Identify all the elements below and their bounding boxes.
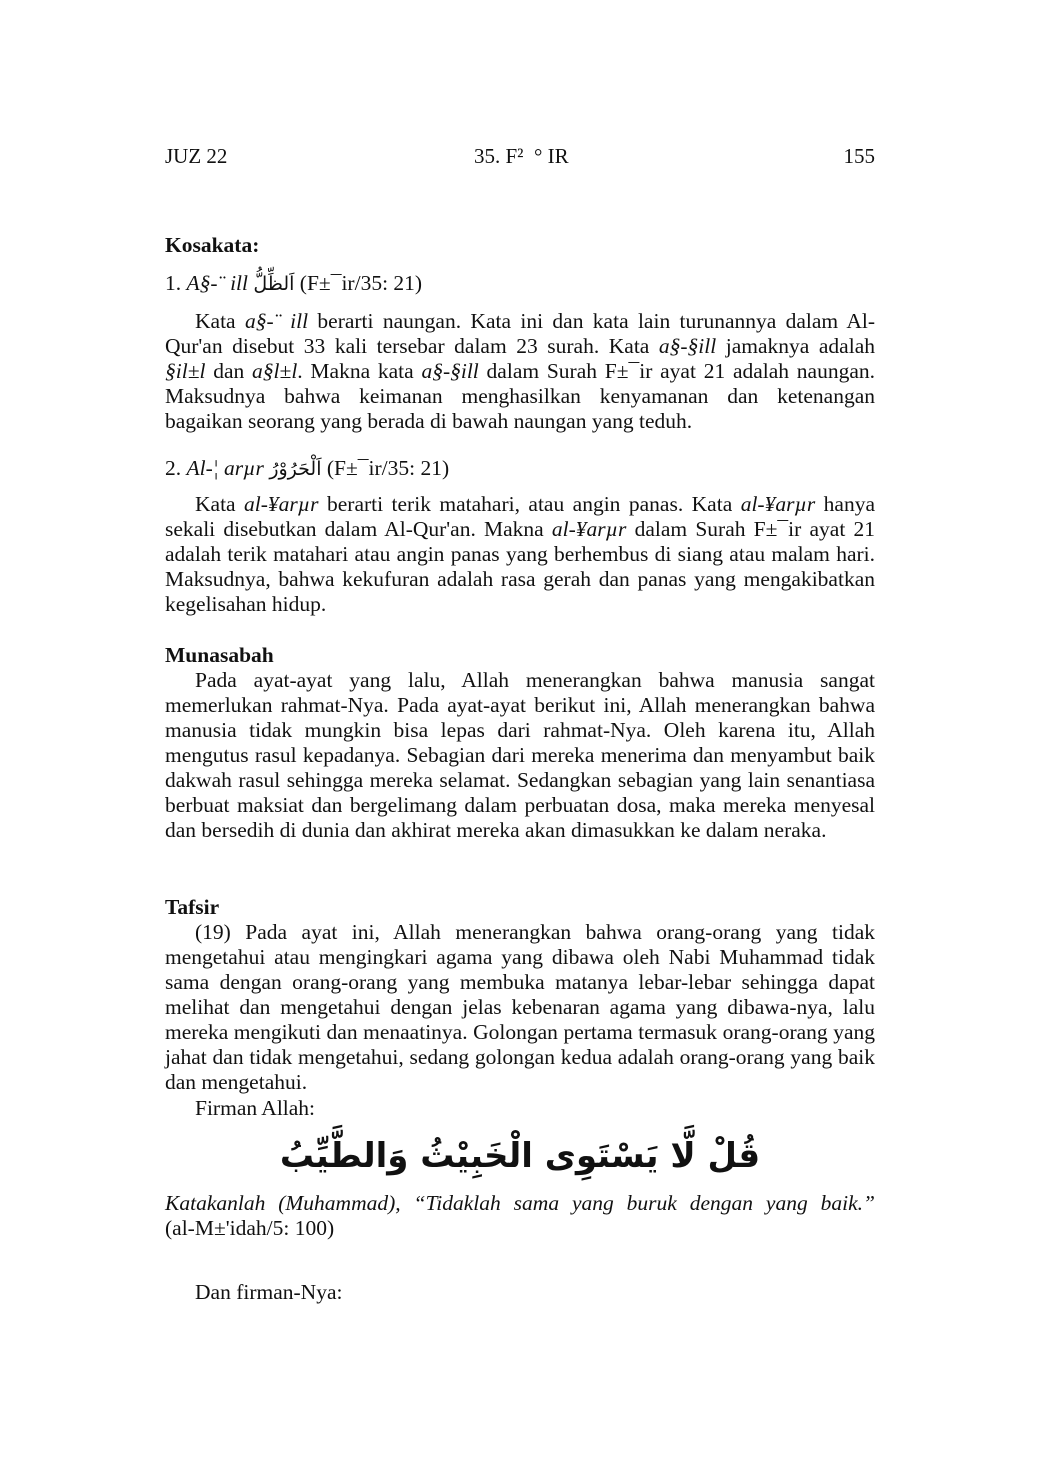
kosakata-heading: Kosakata: — [165, 233, 260, 257]
italic-term: a§l±l — [252, 359, 298, 383]
page-number: 155 — [843, 144, 875, 168]
italic-term: a§-§ill — [658, 334, 717, 358]
translation-text: Katakanlah (Muhammad), “Tidaklah sama yang buruk dengan yang baik.” — [165, 1191, 875, 1215]
verse-translation — [165, 1191, 875, 1241]
italic-term: al-¥arµr — [244, 492, 319, 516]
munasabah-heading: Munasabah — [165, 643, 274, 667]
kosakata-term-2 — [165, 456, 875, 482]
italic-term: a§-¨ ill — [244, 309, 309, 333]
header-juz: JUZ 22 — [165, 144, 228, 168]
italic-term: a§-§ill — [421, 359, 479, 383]
tafsir-heading: Tafsir — [165, 895, 220, 919]
italic-term: al-¥arµr — [551, 517, 627, 541]
term-reference: (F±¯ir/35: 21) — [299, 271, 423, 295]
italic-term: §il±l — [165, 359, 206, 383]
header-surah: 35. F² ° IR — [474, 144, 569, 168]
munasabah-paragraph: Pada ayat-ayat yang lalu, Allah menerangkan bahwa manusia sangat memerlukan rahmat-Nya. Pada ayat-ayat berikut ini, Allah menerangkan bahwa manusia tidak mungkin bisa lepas dari rahmat-Nya. Oleh karena itu, Allah mengutus rasul kepadanya. Sebagian dari mereka menerima dan menyambut baik dakwah rasul sehingga mereka selamat. Sedangkan sebagian yang lain senantiasa berbuat maksiat dan bergelimang dalam perbuatan dosa, maka mereka menyesal dan bersedih di dunia dan akhirat mereka akan dimasukkan ke dalam neraka. — [165, 668, 875, 842]
quran-verse: قُلْ لَّا يَسْتَوِى الْخَبِيْثُ وَالطَّيِّبُ — [279, 1136, 761, 1176]
text-run: dalam Surah F±¯ir ayat 21 adalah terik matahari atau angin panas yang berhembus di siang atau malam hari. Maksudnya, bahwa kekufuran adalah rasa gerah dan panas yang mengakibatkan kegelisahan hidup. — [165, 517, 875, 616]
term-transliteration: Al-¦ arµr — [186, 456, 264, 480]
text-run: Kata — [195, 309, 245, 333]
running-header — [165, 144, 875, 170]
translation-reference: (al-M±'idah/5: 100) — [165, 1216, 335, 1240]
term-number: 2. — [165, 456, 182, 480]
text-run: hanya sekali disebutkan dalam Al-Qur'an. Makna — [165, 492, 875, 541]
text-run: dan — [205, 359, 253, 383]
text-run: Kata — [195, 492, 245, 516]
term-arabic: اَلظِّلُّ — [253, 273, 295, 295]
firman-nya-label: Dan firman-Nya: — [195, 1280, 343, 1304]
term-arabic: اَلْحَرُوْرُ — [269, 458, 322, 480]
text-run: dalam Surah F±¯ir ayat 21 adalah naungan. Maksudnya bahwa keimanan menghasilkan kenyamanan dan ketenangan bagaikan seorang yang berada di bawah naungan yang teduh. — [165, 359, 876, 433]
kosakata-paragraph-2 — [165, 492, 875, 617]
text-run: berarti terik matahari, atau angin panas. Kata — [318, 492, 741, 516]
tafsir-paragraph: (19) Pada ayat ini, Allah menerangkan bahwa orang-orang yang tidak mengetahui atau mengingkari agama yang dibawa oleh Nabi Muhammad tidak sama dengan orang-orang yang membuka matanya lebar-lebar sehingga dapat melihat dan mengetahui dengan jelas kebenaran agama yang dibawa-nya, lalu mereka mengikuti dan menaatinya. Golongan pertama termasuk orang-orang yang jahat dan tidak mengetahui, sedang golongan kedua adalah orang-orang yang baik dan mengetahui. — [165, 920, 875, 1094]
term-number: 1. — [165, 271, 182, 295]
text-run: . Makna kata — [297, 359, 422, 383]
term-reference: (F±¯ir/35: 21) — [326, 456, 450, 480]
text-run: jamaknya adalah — [716, 334, 875, 358]
text-run: berarti naungan. Kata ini dan kata lain turunannya dalam Al-Qur'an disebut 33 kali tersebar dalam 23 surah. Kata — [165, 309, 875, 358]
term-transliteration: A§-¨ ill — [186, 271, 248, 295]
italic-term: al-¥arµr — [740, 492, 816, 516]
kosakata-term-1 — [165, 271, 875, 297]
firman-label: Firman Allah: — [195, 1096, 316, 1120]
kosakata-paragraph-1 — [165, 309, 875, 434]
